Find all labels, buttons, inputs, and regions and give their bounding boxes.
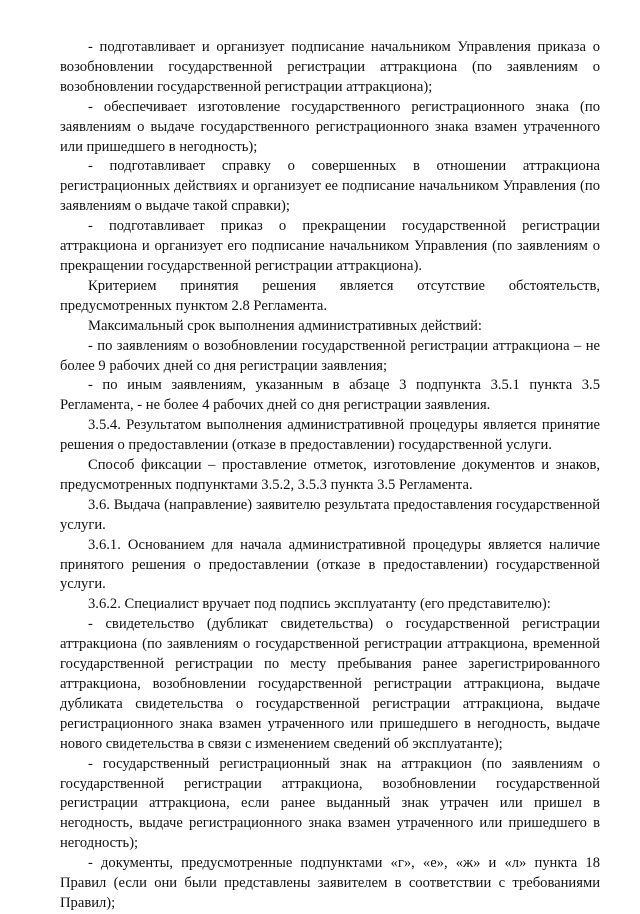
paragraph-certificate-of-actions: - подготавливает справку о совершенных в отношении аттракциона регистрационных действиях и организует ее подписание начальником Управления (по заявлениям о выдаче такой справки); bbox=[60, 158, 600, 215]
paragraph-decision-criterion: Критерием принятия решения является отсутствие обстоятельств, предусмотренных пунктом 2.8 Регламента. bbox=[60, 277, 600, 314]
paragraph-3-6-heading: 3.6. Выдача (направление) заявителю результата предоставления государственной услуги. bbox=[60, 496, 600, 533]
paragraph-3-6-2-handover: 3.6.2. Специалист вручает под подпись эксплуатанту (его представителю): bbox=[88, 596, 551, 613]
paragraph-fixation-method: Способ фиксации – проставление отметок, изготовление документов и знаков, предусмотренных подпунктами 3.5.2, 3.5.3 пункта 3.5 Регламента. bbox=[60, 457, 600, 493]
paragraph-3-5-4-result: 3.5.4. Результатом выполнения административной процедуры является принятие решения о предоставлении (отказе в предоставлении) государственной услуги. bbox=[60, 417, 600, 454]
paragraph-term-other: - по иным заявлениям, указанным в абзаце 3 подпункта 3.5.1 пункта 3.5 Регламента, - не более 4 рабочих дней со дня регистрации заявления. bbox=[60, 377, 600, 414]
paragraph-order-termination: - подготавливает приказ о прекращении государственной регистрации аттракциона и организует его подписание начальником Управления (по заявлениям о прекращении государственной регистрации аттракциона). bbox=[60, 218, 600, 274]
paragraph-order-resumption: - подготавливает и организует подписание начальником Управления приказа о возобновлении государственной регистрации аттракциона (по заявлениям о возобновлении государственной регистрации аттракциона); bbox=[60, 39, 600, 95]
paragraph-3-6-1-basis: 3.6.1. Основанием для начала административной процедуры является наличие принятого решения о предоставлении (отказе в предоставлении) государственной услуги. bbox=[60, 536, 600, 593]
paragraph-documents-item: - документы, предусмотренные подпунктами «г», «е», «ж» и «л» пункта 18 Правил (если они были представлены заявителем в соответствии с требованиями Правил); bbox=[60, 855, 600, 911]
paragraph-certificate-item: - свидетельство (дубликат свидетельства) о государственной регистрации аттракциона (по заявлениям о государственной регистрации аттракциона, временной государственной регистрации по месту пребывания ранее зарегистрированного аттракциона, возобновлении государственной регистрации аттракциона, выдаче дубликата свидетельства о государственной регистрации аттракциона, выдаче регистрационного знака взамен утраченного или пришедшего в негодность, выдаче нового свидетельства в связи с изменением сведений об эксплуатанте); bbox=[60, 616, 600, 752]
paragraph-term-resumption: - по заявлениям о возобновлении государственной регистрации аттракциона – не более 9 рабочих дней со дня регистрации заявления; bbox=[60, 337, 600, 374]
paragraph-plate-manufacture: - обеспечивает изготовление государственного регистрационного знака (по заявлениям о выдаче государственного регистрационного знака взамен утраченного или пришедшего в негодность); bbox=[60, 98, 600, 155]
paragraph-max-term-heading: Максимальный срок выполнения административных действий: bbox=[88, 317, 482, 334]
paragraph-plate-item: - государственный регистрационный знак на аттракцион (по заявлениям о государственной регистрации аттракциона, возобновлении государственной регистрации аттракциона, если ранее выданный знак утрачен или пришел в негодность, выдаче регистрационного знака взамен утраченного или пришедшего в негодность); bbox=[60, 755, 600, 852]
